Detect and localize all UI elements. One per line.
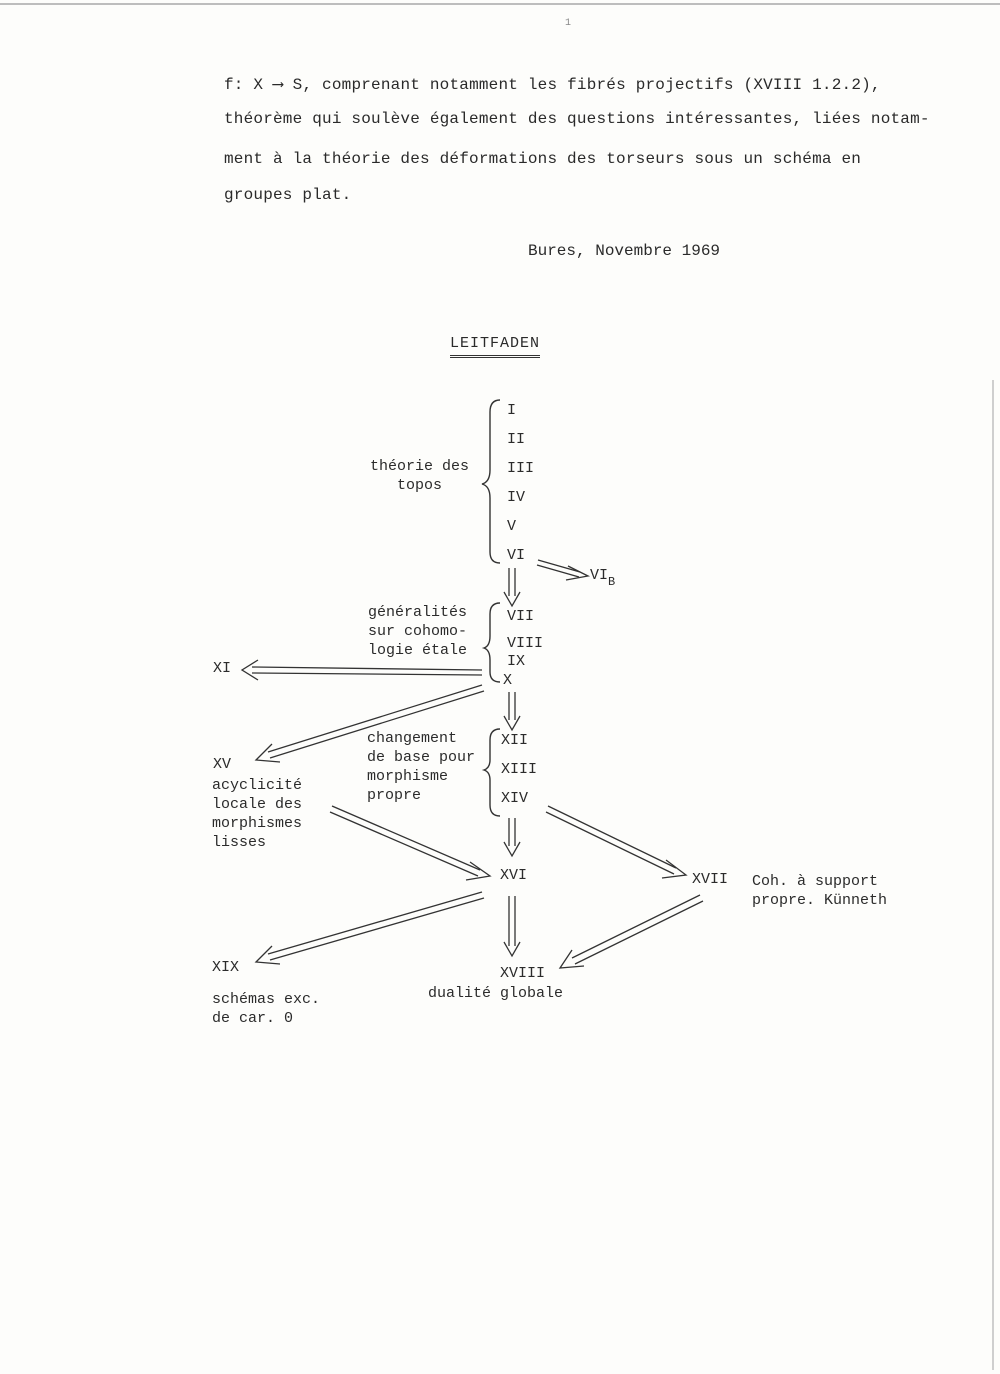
chapter-VIB-subscript: B bbox=[608, 575, 616, 589]
chapter-VI: VI bbox=[507, 547, 526, 564]
label-generalites-cohomologie: généralités sur cohomo- logie étale bbox=[368, 604, 468, 659]
chapter-V: V bbox=[507, 518, 517, 535]
leitfaden-title: LEITFADEN bbox=[450, 335, 540, 358]
arrow-vi-vib bbox=[537, 560, 588, 580]
arrow-x-xii bbox=[504, 692, 520, 730]
chapter-I: I bbox=[507, 402, 517, 419]
signature-date: Bures, Novembre 1969 bbox=[528, 242, 721, 260]
arrow-xiv-xvii bbox=[546, 806, 686, 878]
chapter-VII: VII bbox=[507, 608, 535, 625]
arrow-x-xi bbox=[242, 660, 482, 680]
brace-topos bbox=[482, 400, 500, 563]
chapter-XIX: XIX bbox=[212, 959, 240, 976]
intro-line-1: f: X ⟶ S, comprenant notamment les fibrés projectifs (XVIII 1.2.2), bbox=[224, 76, 881, 94]
label-changement-de-base: changement de base pour morphisme propre bbox=[367, 730, 476, 804]
chapter-XIV: XIV bbox=[501, 790, 529, 807]
chapter-XVII: XVII bbox=[692, 871, 729, 888]
chapter-XIII: XIII bbox=[501, 761, 538, 778]
label-coh-support-propre: Coh. à support propre. Künneth bbox=[752, 873, 888, 909]
chapter-III: III bbox=[507, 460, 535, 477]
arrow-xvii-xviii bbox=[560, 895, 703, 968]
label-dualite-globale: dualité globale bbox=[428, 985, 564, 1002]
label-theorie-des-topos: théorie des topos bbox=[370, 458, 470, 494]
chapter-VIB-main: VI bbox=[590, 567, 609, 584]
chapter-VIII: VIII bbox=[507, 635, 544, 652]
arrow-vi-vii bbox=[504, 568, 520, 606]
chapter-VIB bbox=[590, 567, 615, 591]
label-schemas-car-0: schémas exc. de car. 0 bbox=[212, 991, 321, 1027]
brace-cohomologie bbox=[484, 603, 500, 682]
label-acyclicite-locale: acyclicité locale des morphismes lisses bbox=[212, 777, 303, 851]
intro-line-3: ment à la théorie des déformations des torseurs sous un schéma en bbox=[224, 150, 862, 168]
arrow-xvi-xix bbox=[256, 892, 484, 964]
arrow-xvi-xviii bbox=[504, 896, 520, 956]
chapter-XI: XI bbox=[213, 660, 232, 677]
chapter-X: X bbox=[503, 672, 513, 689]
chapter-XVIII: XVIII bbox=[500, 965, 546, 982]
chapter-IX: IX bbox=[507, 653, 526, 670]
intro-line-2: théorème qui soulève également des questions intéressantes, liées notam- bbox=[224, 110, 930, 128]
arrow-xv-xvi bbox=[330, 806, 490, 880]
chapter-XII: XII bbox=[501, 732, 529, 749]
chapter-XVI: XVI bbox=[500, 867, 528, 884]
chapter-XV: XV bbox=[213, 756, 232, 773]
arrow-xiv-xvi bbox=[504, 818, 520, 856]
chapter-II: II bbox=[507, 431, 526, 448]
chapter-IV: IV bbox=[507, 489, 526, 506]
brace-changement bbox=[484, 729, 500, 816]
intro-line-4: groupes plat. bbox=[224, 186, 352, 204]
page-number: 1 bbox=[565, 18, 572, 29]
